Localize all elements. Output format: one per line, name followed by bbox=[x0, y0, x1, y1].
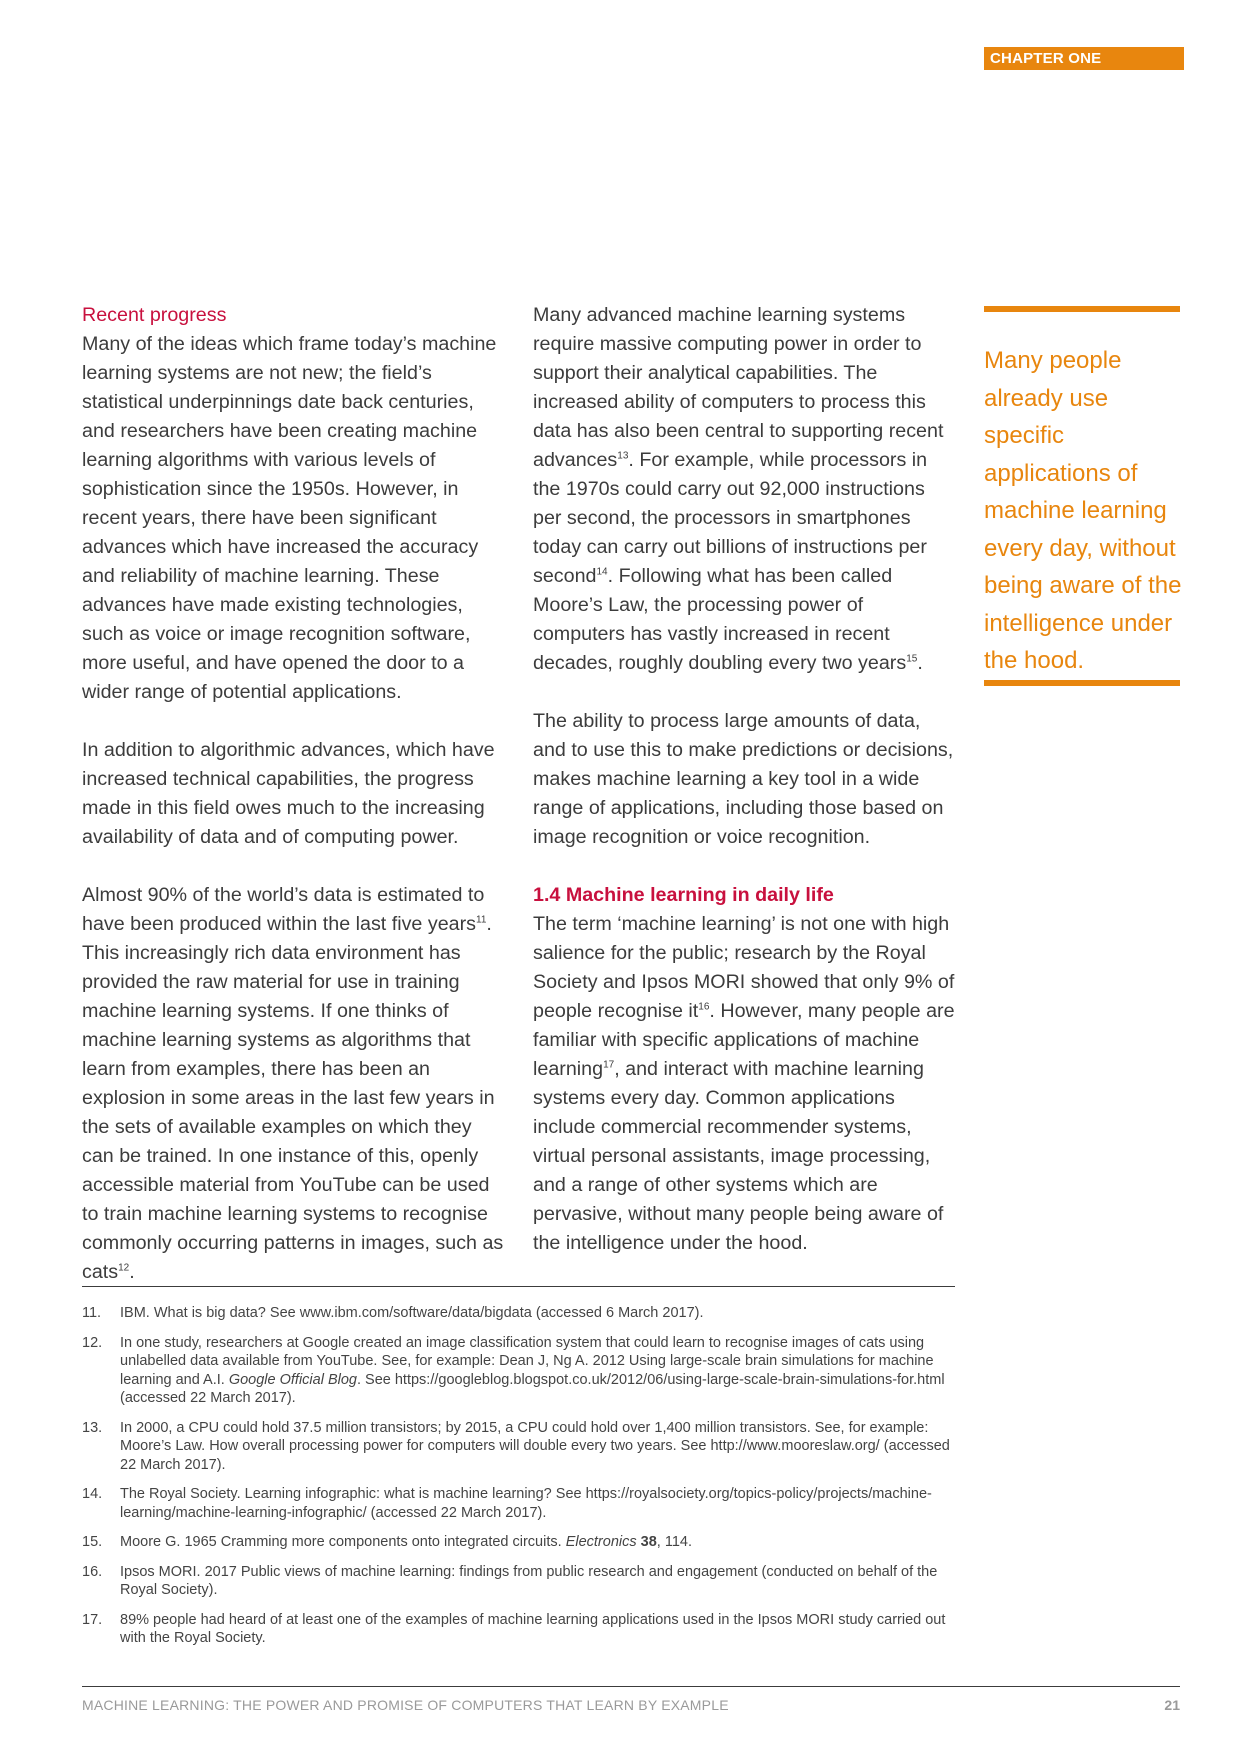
text-run: . For example, while processors in the 1970s could carry out 92,000 instructions per second, the processors in smartphones today can carry out billions of instructions per second bbox=[533, 449, 928, 587]
footnote bbox=[82, 1304, 962, 1323]
footnote-text bbox=[120, 1334, 962, 1408]
footnote bbox=[82, 1611, 962, 1648]
middle-column bbox=[533, 301, 958, 1258]
footnote-number: 13. bbox=[82, 1419, 103, 1436]
paragraph bbox=[533, 301, 958, 678]
text-run: In one study, researchers at Google created an image classification system that could learn to recognise images of cats using unlabelled data available from YouTube. See, for example: Dean J, Ng A. 2012 Using large-scale brain simulations for machine learning and A.I. bbox=[120, 1334, 934, 1388]
footnote-ref: 14 bbox=[596, 566, 608, 578]
footnote-text: The Royal Society. Learning infographic: what is machine learning? See https://royalsociety.org/topics-policy/projects/machine-learning/machine-learning-infographic/ (accessed 22 March 2017). bbox=[120, 1486, 932, 1521]
footnote bbox=[82, 1419, 962, 1475]
paragraph bbox=[82, 881, 507, 1287]
footnotes bbox=[82, 1304, 962, 1659]
page-number: 21 bbox=[1164, 1697, 1180, 1713]
running-footer-title: MACHINE LEARNING: THE POWER AND PROMISE OF COMPUTERS THAT LEARN BY EXAMPLE bbox=[82, 1697, 729, 1713]
footnote-text: IBM. What is big data? See www.ibm.com/software/data/bigdata (accessed 6 March 2017). bbox=[120, 1305, 704, 1321]
footnote-number: 17. bbox=[82, 1611, 103, 1628]
footnote bbox=[82, 1485, 962, 1522]
footnote-ref: 13 bbox=[617, 450, 629, 462]
publication-title: Electronics bbox=[565, 1534, 637, 1550]
subheading-recent-progress: Recent progress bbox=[82, 304, 227, 326]
footnote-ref: 12 bbox=[118, 1262, 130, 1274]
footer-divider bbox=[82, 1686, 1180, 1687]
callout-top-rule bbox=[984, 306, 1180, 312]
footnote-ref: 11 bbox=[476, 914, 487, 926]
text-run: . bbox=[129, 1261, 135, 1283]
pull-quote: Many people already use specific applications of machine learning every day, without being aware of the intelligence under the hood. bbox=[984, 347, 1182, 674]
footnote bbox=[82, 1334, 962, 1408]
text-run: . bbox=[917, 652, 923, 674]
footnote-ref: 17 bbox=[603, 1059, 615, 1071]
text-run: . However, many people are familiar with specific applications of machine learning bbox=[533, 1000, 955, 1080]
footnote-text bbox=[120, 1533, 962, 1552]
section-heading: 1.4 Machine learning in daily life bbox=[533, 884, 834, 906]
footnote-number: 16. bbox=[82, 1563, 103, 1580]
footnote-number: 11. bbox=[82, 1305, 102, 1321]
text-run: Moore G. 1965 Cramming more components onto integrated circuits. bbox=[120, 1534, 566, 1550]
footnote-number: 12. bbox=[82, 1334, 103, 1351]
paragraph bbox=[533, 910, 958, 1258]
footnote bbox=[82, 1533, 962, 1552]
text-run: . This increasingly rich data environment has provided the raw material for use in training machine learning systems. If one thinks of machine learning systems as algorithms that learn from examples, there has been an explosion in some areas in the last few years in the sets of available examples on which they can be trained. In one instance of this, openly accessible material from YouTube can be used to train machine learning systems to recognise commonly occurring patterns in images, such as cats bbox=[82, 913, 504, 1283]
publication-title: Google Official Blog bbox=[228, 1371, 357, 1388]
text-run: Many advanced machine learning systems require massive computing power in order to support their analytical capabilities. The increased ability of computers to process this data has also been central to supporting recent advances bbox=[533, 304, 944, 471]
footnote-text: Ipsos MORI. 2017 Public views of machine learning: findings from public research and engagement (conducted on behalf of the Royal Society). bbox=[120, 1563, 938, 1598]
text-run: , and interact with machine learning systems every day. Common applications include commercial recommender systems, virtual personal assistants, image processing, and a range of other systems which are pervasive, without many people being aware of the intelligence under the hood. bbox=[533, 1058, 944, 1254]
left-column bbox=[82, 301, 507, 1287]
footnote-text: In 2000, a CPU could hold 37.5 million transistors; by 2015, a CPU could hold over 1,400 million transistors. See, for example: Moore’s Law. How overall processing power for computers will double every two years. See http://www.mooreslaw.org/ (accessed 22 March 2017). bbox=[120, 1419, 950, 1473]
paragraph: In addition to algorithmic advances, which have increased technical capabilities, the progress made in this field owes much to the increasing availability of data and of computing power. bbox=[82, 739, 495, 848]
footnote-divider bbox=[82, 1286, 955, 1287]
volume-number: 38 bbox=[640, 1534, 657, 1550]
paragraph: Many of the ideas which frame today’s machine learning systems are not new; the field’s statistical underpinnings date back centuries, and researchers have been creating machine learning algorithms with various levels of sophistication since the 1950s. However, in recent years, there have been significant advances which have increased the accuracy and reliability of machine learning. These advances have made existing technologies, such as voice or image recognition software, more useful, and have opened the door to a wider range of potential applications. bbox=[82, 333, 497, 703]
text-run: , 114. bbox=[656, 1534, 692, 1550]
text-run: Almost 90% of the world’s data is estimated to have been produced within the last five years bbox=[82, 884, 485, 935]
text-run: . Following what has been called Moore’s Law, the processing power of computers has vastly increased in recent decades, roughly doubling every two years bbox=[533, 565, 907, 674]
footnote-ref: 15 bbox=[906, 653, 918, 665]
callout-bottom-rule bbox=[984, 680, 1180, 686]
footnote bbox=[82, 1563, 962, 1600]
footnote-number: 14. bbox=[82, 1486, 103, 1502]
text-run: . See https://googleblog.blogspot.co.uk/2012/06/using-large-scale-brain-simulations-for.html (accessed 22 March 2017). bbox=[120, 1371, 945, 1406]
footnote-text: 89% people had heard of at least one of the examples of machine learning applications used in the Ipsos MORI study carried out with the Royal Society. bbox=[120, 1611, 946, 1646]
footnote-number: 15. bbox=[82, 1534, 103, 1550]
text-run: The term ‘machine learning’ is not one with high salience for the public; research by the Royal Society and Ipsos MORI showed that only 9% of people recognise it bbox=[533, 913, 955, 1022]
chapter-label: CHAPTER ONE bbox=[984, 47, 1184, 70]
footnote-ref: 16 bbox=[698, 1001, 710, 1013]
paragraph: The ability to process large amounts of data, and to use this to make predictions or decisions, makes machine learning a key tool in a wide range of applications, including those based on image recognition or voice recognition. bbox=[533, 710, 954, 848]
